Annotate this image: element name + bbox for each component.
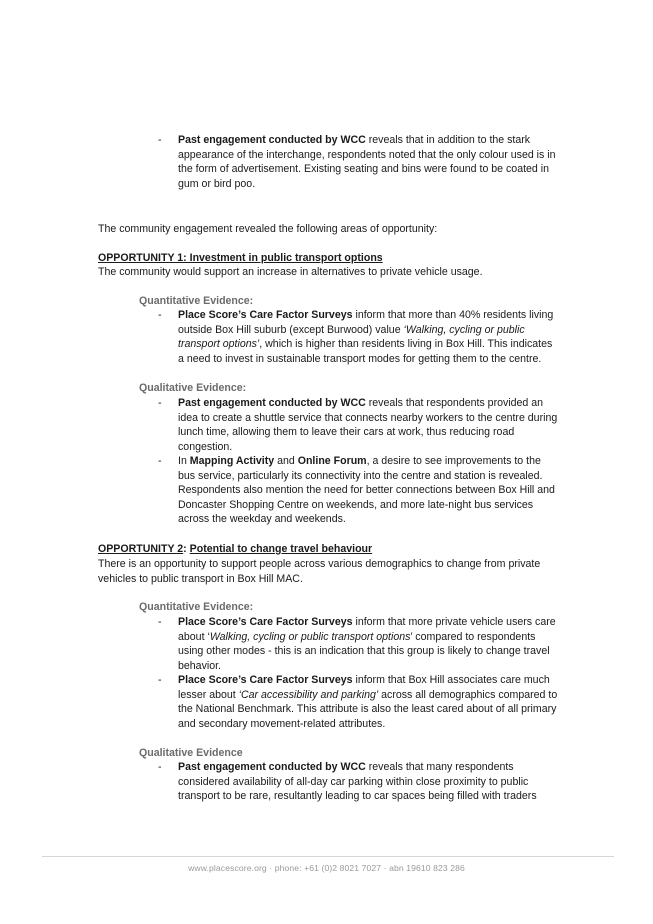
opportunity-2-title — [98, 542, 372, 557]
bullet-lead: Place Score’s Care Factor Surveys — [178, 309, 353, 321]
bullet-text: In — [178, 455, 190, 467]
bullet-lead: Mapping Activity — [189, 455, 275, 467]
bullet-text: , which is higher than residents living in Box Hill. This indicates a need to invest in sustainable transport modes for getting them to the centre. — [178, 338, 553, 365]
footer-contact: www.placescore.org · phone: +61 (0)2 8021 7027 · abn 19610 823 286 — [188, 863, 465, 873]
bullet-lead: Past engagement conducted by WCC — [178, 761, 366, 773]
bullet-dash: - — [158, 397, 162, 409]
intro-bullet — [158, 133, 558, 191]
footer-divider — [42, 856, 614, 857]
bullet-lead: Past engagement conducted by WCC — [178, 134, 366, 146]
bullet-dash: - — [158, 616, 162, 628]
bullet-dash: - — [158, 761, 162, 773]
bullet-lead: Place Score’s Care Factor Surveys — [178, 674, 353, 686]
opportunity-2-colon: : — [183, 543, 190, 555]
opportunity-1-title: OPPORTUNITY 1: Investment in public transport options — [98, 252, 383, 264]
bullet-dash: - — [158, 309, 162, 321]
bullet-dash: - — [158, 134, 162, 146]
bullet-text: across all demographics compared to the National Benchmark. This attribute is also the least cared about of all primary and secondary movement-related attributes. — [178, 688, 558, 730]
opportunity-2-prefix: OPPORTUNITY 2 — [98, 543, 184, 555]
bullet-italic: ‘Walking, cycling or public transport options’ — [178, 323, 525, 351]
bullet-italic: ‘Car accessibility and parking’ — [238, 688, 379, 701]
opportunity-1-description: The community would support an increase in alternatives to private vehicle usage. — [98, 266, 483, 278]
opportunity-2-qualitative-label: Qualitative Evidence — [139, 747, 243, 759]
opportunity-1-quantitative-bullet — [158, 308, 558, 366]
opportunity-1-quantitative-label: Quantitative Evidence: — [139, 295, 254, 307]
bullet-text: inform that Box Hill associates care much lesser about — [178, 674, 550, 701]
bullet-text: reveals that in addition to the stark appearance of the interchange, respondents noted that the only colour used is in the form of advertisement. Existing seating and bins were found to be coated in gum or bird poo. — [178, 134, 556, 190]
opportunity-2-quantitative-bullet-2 — [158, 673, 558, 731]
bullet-text: , a desire to see improvements to the bus service, particularly its connectivity into the centre and station is revealed. Respondents also mention the need for better connections between Box Hill and Doncaster Shopping Centre on weekends, and more late-night bus services across the weekday and weekends. — [178, 455, 555, 526]
bullet-text: reveals that many respondents considered availability of all-day car parking within close proximity to public transport to be rare, resultantly leading to car spaces being filled with traders — [178, 761, 537, 803]
bullet-lead: Online Forum — [297, 455, 367, 467]
bullet-text: ’ compared to respondents using other modes - this is an indication that this group is likely to change travel behavior. — [178, 630, 550, 672]
opportunity-2-description: There is an opportunity to support people across various demographics to change from private vehicles to public transport in Box Hill MAC. — [98, 558, 541, 585]
opportunity-1-qualitative-bullet-1 — [158, 396, 558, 454]
bullet-text: and — [274, 455, 298, 467]
bullet-text: inform that more private vehicle users care about ‘ — [178, 616, 556, 643]
bullet-text: reveals that respondents provided an idea to create a shuttle service that connects nearby workers to the centre during lunch time, allowing them to leave their cars at work, thus reducing road congestion. — [178, 397, 558, 453]
bullet-dash: - — [158, 455, 162, 467]
bullet-dash: - — [158, 674, 162, 686]
opportunity-2-quantitative-label: Quantitative Evidence: — [139, 601, 254, 613]
opportunity-2-quantitative-bullet-1 — [158, 615, 558, 673]
bullet-text: inform that more than 40% residents living outside Box Hill suburb (except Burwood) value — [178, 309, 554, 336]
opportunity-1-qualitative-label: Qualitative Evidence: — [139, 382, 247, 394]
bullet-lead: Place Score’s Care Factor Surveys — [178, 616, 353, 628]
opportunity-1-qualitative-bullet-2 — [158, 454, 558, 527]
intro-paragraph: The community engagement revealed the following areas of opportunity: — [98, 223, 438, 235]
opportunity-2-qualitative-bullet-1 — [158, 760, 558, 804]
bullet-italic: Walking, cycling or public transport options — [209, 630, 411, 643]
bullet-lead: Past engagement conducted by WCC — [178, 397, 366, 409]
opportunity-2-title-text: Potential to change travel behaviour — [189, 543, 373, 555]
